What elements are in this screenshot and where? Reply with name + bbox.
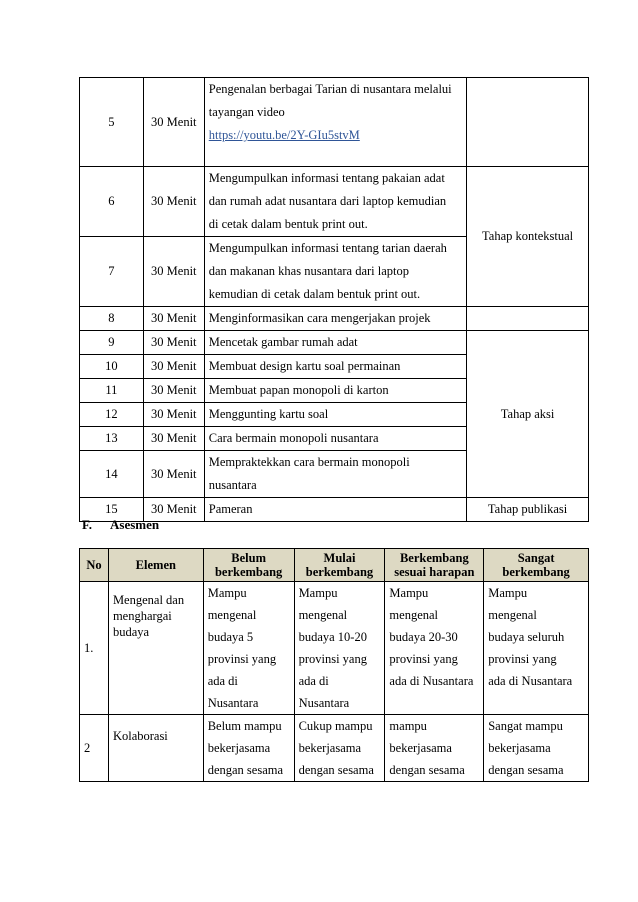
stage-cell-empty (467, 307, 589, 331)
criteria-cell: Mampu mengenal budaya 10-20 provinsi yang ada di Nusantara (294, 582, 385, 715)
header-no: No (80, 549, 109, 582)
row-number: 8 (80, 307, 144, 331)
row-number: 2 (80, 715, 109, 782)
section-title: Asesmen (110, 517, 160, 532)
activity-line: nusantara (208, 478, 257, 492)
table-row (80, 307, 589, 331)
table-row (80, 167, 589, 237)
row-number: 10 (80, 355, 144, 379)
elemen-cell: Kolaborasi (108, 715, 203, 782)
row-duration: 30 Menit (143, 355, 204, 379)
activity-line: kemudian di cetak dalam bentuk print out. (208, 287, 421, 301)
row-number: 14 (80, 451, 144, 498)
row-number: 13 (80, 427, 144, 451)
row-number: 6 (80, 167, 144, 237)
section-letter: F. (82, 517, 92, 532)
header-elemen: Elemen (108, 549, 203, 582)
stage-label: Tahap aksi (467, 331, 589, 498)
criteria-cell: Belum mampu bekerjasama dengan sesama (203, 715, 294, 782)
row-duration: 30 Menit (143, 498, 204, 522)
table-row (80, 78, 589, 167)
criteria-cell: Cukup mampu bekerjasama dengan sesama (294, 715, 385, 782)
row-number: 1. (80, 582, 109, 715)
activity-cell (204, 167, 466, 237)
section-heading (82, 517, 159, 533)
activity-line: tayangan video (208, 105, 285, 119)
row-duration: 30 Menit (143, 379, 204, 403)
row-duration: 30 Menit (143, 331, 204, 355)
stage-label: Tahap kontekstual (467, 167, 589, 307)
criteria-cell: Mampu mengenal budaya seluruh provinsi yang ada di Nusantara (484, 582, 589, 715)
criteria-cell: mampu bekerjasama dengan sesama (385, 715, 484, 782)
activity-cell: Membuat papan monopoli di karton (204, 379, 466, 403)
row-duration: 30 Menit (143, 427, 204, 451)
criteria-cell: Mampu mengenal budaya 5 provinsi yang ada di Nusantara (203, 582, 294, 715)
row-duration: 30 Menit (143, 403, 204, 427)
row-number: 11 (80, 379, 144, 403)
activity-cell: Cara bermain monopoli nusantara (204, 427, 466, 451)
table-row (80, 582, 589, 715)
activity-cell: Mencetak gambar rumah adat (204, 331, 466, 355)
row-number: 15 (80, 498, 144, 522)
table-row (80, 331, 589, 355)
activity-line: dan rumah adat nusantara dari laptop kemudian (208, 194, 447, 208)
row-duration: 30 Menit (143, 167, 204, 237)
activity-cell (204, 237, 466, 307)
activity-line: Mempraktekkan cara bermain monopoli (208, 455, 410, 469)
row-duration: 30 Menit (143, 307, 204, 331)
row-number: 12 (80, 403, 144, 427)
activity-line: Mengumpulkan informasi tentang pakaian adat (208, 171, 445, 185)
activity-line: di cetak dalam bentuk print out. (208, 217, 368, 231)
header-berkembang: Berkembang sesuai harapan (385, 549, 484, 582)
activity-line: dan makanan khas nusantara dari laptop (208, 264, 410, 278)
activity-table (79, 77, 589, 522)
activity-cell: Pameran (204, 498, 466, 522)
row-number: 7 (80, 237, 144, 307)
video-link[interactable]: https://youtu.be/2Y-GIu5stvM (208, 128, 360, 142)
criteria-cell: Mampu mengenal budaya 20-30 provinsi yang ada di Nusantara (385, 582, 484, 715)
header-sangat: Sangat berkembang (484, 549, 589, 582)
row-number: 5 (80, 78, 144, 167)
activity-line: Pengenalan berbagai Tarian di nusantara melalui (208, 82, 452, 96)
activity-cell: Menggunting kartu soal (204, 403, 466, 427)
activity-cell: Menginformasikan cara mengerjakan projek (204, 307, 466, 331)
activity-cell (204, 78, 466, 167)
header-row (80, 549, 589, 582)
criteria-cell: Sangat mampu bekerjasama dengan sesama (484, 715, 589, 782)
activity-line: Mengumpulkan informasi tentang tarian daerah (208, 241, 447, 255)
elemen-cell: Mengenal dan menghargai budaya (108, 582, 203, 715)
row-duration: 30 Menit (143, 78, 204, 167)
table-row (80, 715, 589, 782)
row-duration: 30 Menit (143, 451, 204, 498)
row-duration: 30 Menit (143, 237, 204, 307)
assessment-table (79, 548, 589, 782)
stage-cell-empty (467, 78, 589, 167)
activity-cell: Membuat design kartu soal permainan (204, 355, 466, 379)
header-belum: Belum berkembang (203, 549, 294, 582)
activity-cell (204, 451, 466, 498)
row-number: 9 (80, 331, 144, 355)
header-mulai: Mulai berkembang (294, 549, 385, 582)
stage-label: Tahap publikasi (467, 498, 589, 522)
